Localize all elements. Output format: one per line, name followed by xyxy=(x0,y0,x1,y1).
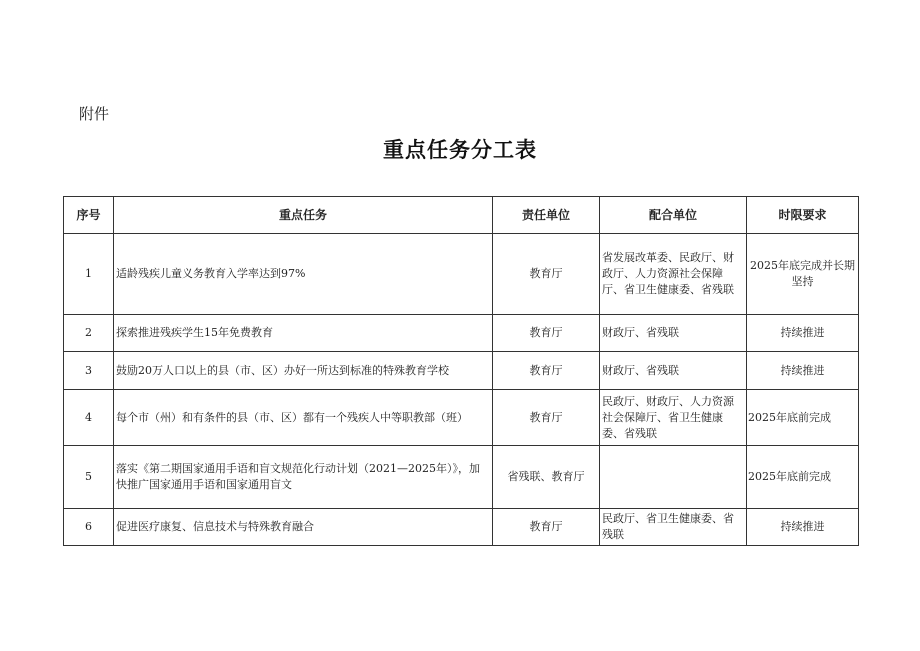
header-deadline: 时限要求 xyxy=(747,197,859,234)
row-deadline: 2025年底完成并长期坚持 xyxy=(747,234,859,315)
row-task: 每个市（州）和有条件的县（市、区）都有一个残疾人中等职教部（班） xyxy=(114,390,493,446)
header-seq: 序号 xyxy=(64,197,114,234)
header-responsible: 责任单位 xyxy=(493,197,600,234)
row-task: 适龄残疾儿童义务教育入学率达到97% xyxy=(114,234,493,315)
row-number: 4 xyxy=(64,390,114,446)
table-row xyxy=(64,509,859,546)
task-division-table xyxy=(63,196,859,546)
table-row xyxy=(64,234,859,315)
row-responsible: 教育厅 xyxy=(493,315,600,352)
table-row xyxy=(64,352,859,390)
table-row xyxy=(64,315,859,352)
table-row xyxy=(64,390,859,446)
row-responsible: 教育厅 xyxy=(493,390,600,446)
row-deadline: 持续推进 xyxy=(747,315,859,352)
row-responsible: 省残联、教育厅 xyxy=(493,446,600,509)
header-cooperating: 配合单位 xyxy=(600,197,747,234)
row-number: 5 xyxy=(64,446,114,509)
row-cooperating: 民政厅、财政厅、人力资源社会保障厅、省卫生健康委、省残联 xyxy=(600,390,747,446)
row-deadline: 持续推进 xyxy=(747,509,859,546)
table-header-row xyxy=(64,197,859,234)
row-cooperating: 省发展改革委、民政厅、财政厅、人力资源社会保障厅、省卫生健康委、省残联 xyxy=(600,234,747,315)
row-number: 2 xyxy=(64,315,114,352)
row-cooperating: 财政厅、省残联 xyxy=(600,315,747,352)
row-cooperating: 民政厅、省卫生健康委、省残联 xyxy=(600,509,747,546)
row-responsible: 教育厅 xyxy=(493,352,600,390)
row-responsible: 教育厅 xyxy=(493,509,600,546)
row-task: 促进医疗康复、信息技术与特殊教育融合 xyxy=(114,509,493,546)
row-cooperating: 财政厅、省残联 xyxy=(600,352,747,390)
row-deadline: 2025年底前完成 xyxy=(747,390,859,446)
row-number: 3 xyxy=(64,352,114,390)
row-responsible: 教育厅 xyxy=(493,234,600,315)
row-task: 探索推进残疾学生15年免费教育 xyxy=(114,315,493,352)
row-number: 6 xyxy=(64,509,114,546)
row-deadline: 2025年底前完成 xyxy=(747,446,859,509)
row-cooperating xyxy=(600,446,747,509)
table-row xyxy=(64,446,859,509)
row-task: 鼓励20万人口以上的县（市、区）办好一所达到标准的特殊教育学校 xyxy=(114,352,493,390)
row-number: 1 xyxy=(64,234,114,315)
row-deadline: 持续推进 xyxy=(747,352,859,390)
header-task: 重点任务 xyxy=(114,197,493,234)
attachment-label: 附件 xyxy=(79,105,110,123)
row-task: 落实《第二期国家通用手语和盲文规范化行动计划（2021—2025年）》，加快推广国家通用手语和国家通用盲文 xyxy=(114,446,493,509)
document-title: 重点任务分工表 xyxy=(383,138,537,162)
